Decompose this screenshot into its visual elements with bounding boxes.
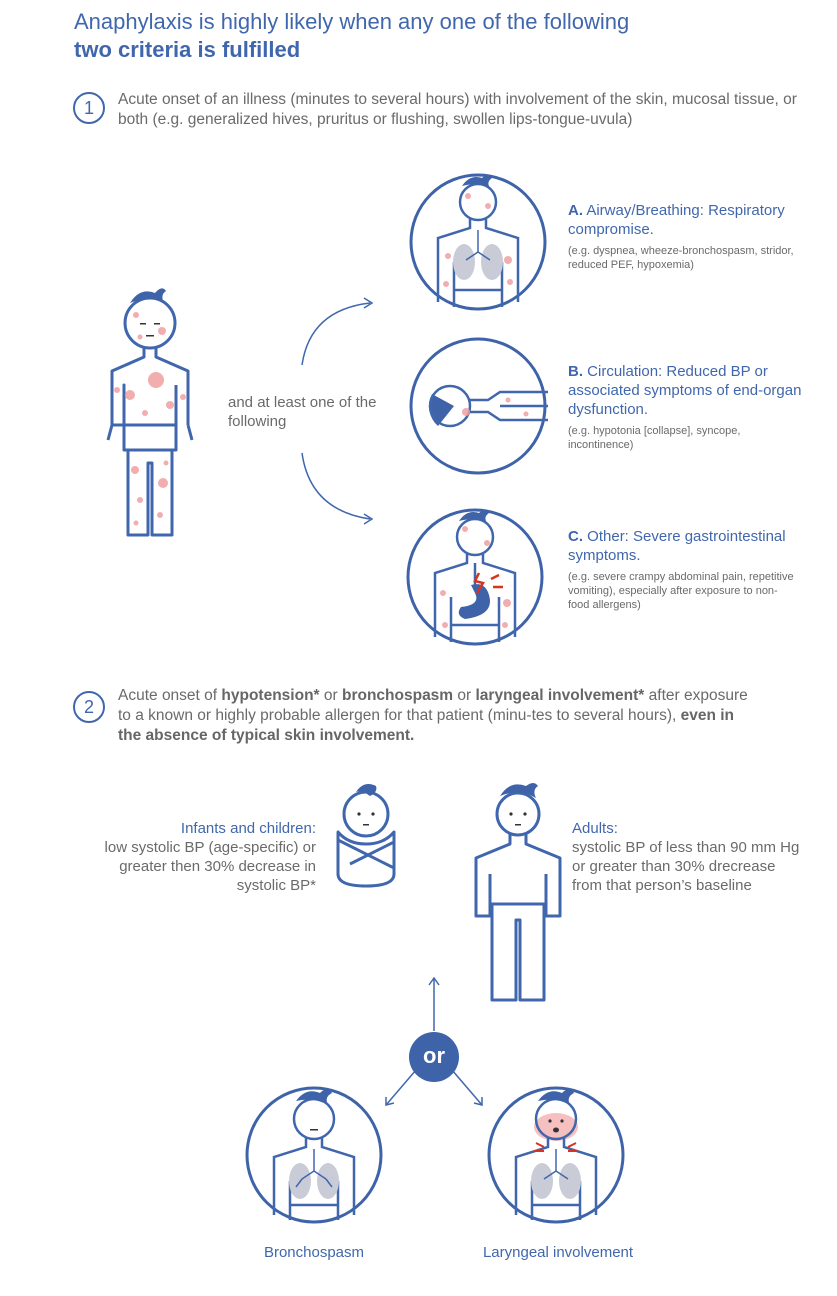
title-line-2: two criteria is fulfilled [74,37,301,62]
criterion-2-text-part: or [453,687,476,704]
infants-block [78,819,316,895]
infants-title: Infants and children: [180,820,316,837]
page-title [74,8,814,64]
connector-text: and at least one of the following [228,394,377,430]
bronchospasm-label: Bronchospasm [263,1244,365,1261]
rash-child-figure [100,285,200,545]
criterion-2-text-part: after exposure to a known or highly probable allergen for that patient (minu-tes to several hours), [118,687,748,724]
criterion-1-number: 1 [73,92,105,124]
gastro-circle-icon [405,507,545,647]
criterion-c-example: (e.g. severe crampy abdominal pain, repetitive vomiting), especially after exposure to non-food allergens) [568,571,794,611]
criterion-1-text: Acute onset of an illness (minutes to several hours) with involvement of the skin, mucosal tissue, or both (e.g. generalized hives, pruritus or flushing, swollen lips-tongue-uvula) [118,91,797,128]
airway-circle-icon [408,172,548,312]
criterion-a-example: (e.g. dyspnea, wheeze-bronchospasm, stridor, reduced PEF, hypoxemia) [568,245,794,271]
infants-text: low systolic BP (age-specific) or greater then 30% decrease in systolic BP* [104,839,316,894]
adults-title: Adults: [572,820,618,837]
criterion-2-text-part: laryngeal involvement* [475,687,645,704]
laryngeal-circle-icon [486,1085,626,1225]
adult-figure-icon [470,778,566,1008]
criterion-c-letter: C. [568,528,583,545]
criterion-c [568,527,798,612]
adults-block [572,819,802,895]
criterion-b [568,362,803,452]
bronchospasm-circle-icon [244,1085,384,1225]
criterion-2-text-part: even in the absence of typical skin involvement. [118,707,735,744]
criterion-2-text-part: hypotension* [221,687,320,704]
criterion-c-title: Other: Severe gastrointestinal symptoms. [568,528,786,564]
criterion-2-text-part: or [319,687,342,704]
criterion-2-text [118,686,758,746]
criterion-b-title: Circulation: Reduced BP or associated symptoms of end-organ dysfunction. [568,363,802,418]
criterion-2-text-part: bronchospasm [341,687,454,704]
circulation-circle-icon [408,336,548,476]
criterion-a [568,201,798,272]
swaddled-infant-icon [330,778,402,890]
criterion-a-letter: A. [568,202,583,219]
laryngeal-label: Laryngeal involvement [482,1244,634,1261]
criterion-b-letter: B. [568,363,583,380]
or-badge: or [409,1032,459,1082]
title-line-1: Anaphylaxis is highly likely when any one of the following [74,9,630,34]
criterion-b-example: (e.g. hypotonia [collapse], syncope, incontinence) [568,425,741,451]
criterion-a-title: Airway/Breathing: Respiratory compromise. [568,202,785,238]
adults-text: systolic BP of less than 90 mm Hg or greater than 30% drecrease from that person’s baseline [572,839,800,894]
branch-arrows [290,295,390,530]
criterion-2-text-part: Acute onset of [118,687,222,704]
criterion-2-number: 2 [73,691,105,723]
